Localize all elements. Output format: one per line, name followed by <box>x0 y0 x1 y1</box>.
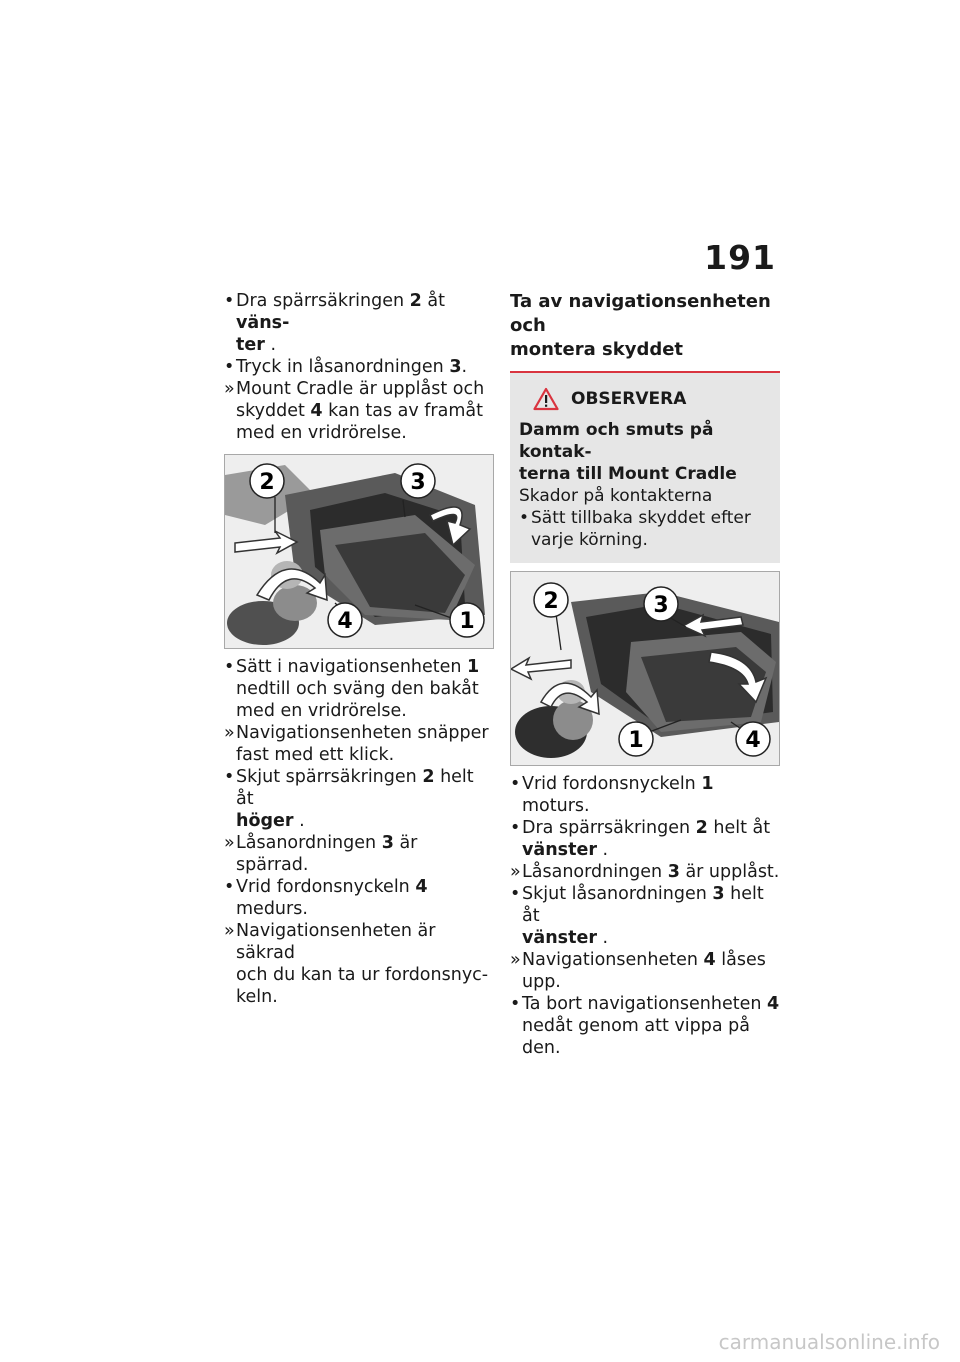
notice-box <box>510 371 780 563</box>
callout-4: 4 <box>745 728 761 753</box>
step-item: • Ta bort navigationsenheten 4 nedåt genom att vippa på den. <box>510 994 780 1058</box>
figure-remove <box>510 571 780 766</box>
remove-illustration <box>511 572 779 765</box>
left-column <box>224 290 494 1008</box>
callout-3: 3 <box>410 470 426 495</box>
callout-1: 1 <box>628 728 644 753</box>
result-item: » Navigationsenheten 4 låses upp. <box>510 950 766 992</box>
step-item: • Sätt i navigationsenheten 1 nedtill och sväng den bakåt med en vridrörelse. <box>224 657 480 721</box>
step-item: • Skjut låsanordningen 3 helt åt vänster . <box>510 884 764 948</box>
step-item: • Vrid fordonsnyckeln 1 moturs. <box>510 774 714 816</box>
result-item: » Låsanordningen 3 är upplåst. <box>510 862 780 882</box>
result-item: » Navigationsenheten är säkrad och du kan ta ur fordonsnyc- keln. <box>224 921 489 1007</box>
figure-install <box>224 454 494 649</box>
step-item: • Skjut spärrsäkringen 2 helt åt höger . <box>224 767 474 831</box>
section-heading: Ta av navigationsenheten och montera skyddet <box>510 291 771 360</box>
warning-triangle-icon <box>533 387 559 411</box>
install-illustration <box>225 455 493 648</box>
result-item: » Navigationsenheten snäpper fast med ett klick. <box>224 723 489 765</box>
notice-text: Skador på kontakterna <box>519 486 713 506</box>
callout-3: 3 <box>653 593 669 618</box>
callout-2: 2 <box>259 470 275 495</box>
step-item: • Tryck in låsanordningen 3. <box>224 357 468 377</box>
callout-4: 4 <box>337 609 353 634</box>
page-number: 191 <box>704 238 776 277</box>
result-item: » Låsanordningen 3 är spärrad. <box>224 833 418 875</box>
callout-1: 1 <box>459 609 475 634</box>
notice-subtitle: Damm och smuts på kontak- terna till Mount Cradle <box>519 420 737 484</box>
right-column <box>510 290 780 1059</box>
result-item: » Mount Cradle är upplåst och skyddet 4 kan tas av framåt med en vridrörelse. <box>224 379 485 443</box>
watermark: carmanualsonline.info <box>718 1330 940 1354</box>
step-item: • Dra spärrsäkringen 2 åt väns- ter . <box>224 291 445 355</box>
step-item: • Dra spärrsäkringen 2 helt åt vänster . <box>510 818 771 860</box>
callout-2: 2 <box>543 589 559 614</box>
notice-bullet: • Sätt tillbaka skyddet efter varje körning. <box>519 508 751 550</box>
notice-title: OBSERVERA <box>571 389 687 409</box>
step-item: • Vrid fordonsnyckeln 4 medurs. <box>224 877 428 919</box>
